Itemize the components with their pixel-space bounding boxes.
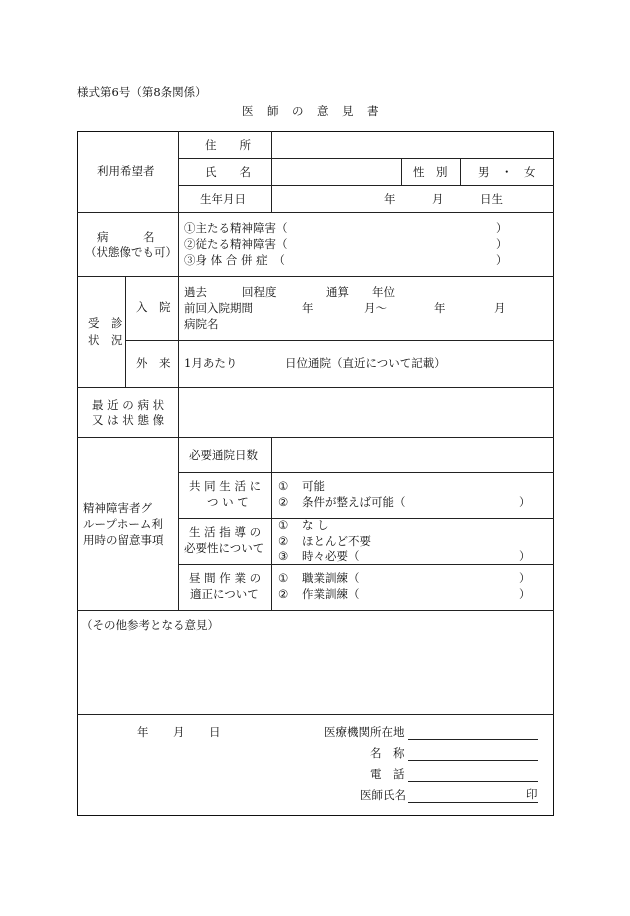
institution-name-label: 名 称 xyxy=(370,746,405,760)
daytime-opt2-number: ② xyxy=(278,587,289,601)
disease-label: 病 名 xyxy=(97,230,155,244)
outpatient-days: 日位通院（直近について記載） xyxy=(285,356,446,370)
guidance-opt2-number: ② xyxy=(278,534,289,548)
disease-item-secondary[interactable]: ②従たる精神障害（ xyxy=(184,237,288,251)
inpatient-years: 年位 xyxy=(372,285,395,299)
guidance-close: ） xyxy=(519,549,531,563)
document-title: 医 師 の 意 見 書 xyxy=(242,104,380,118)
inpatient-year-from: 年 xyxy=(302,301,314,315)
doctor-name-label: 医師氏名 xyxy=(360,788,406,802)
required-days-field[interactable] xyxy=(272,438,553,471)
inpatient-total: 通算 xyxy=(326,285,349,299)
guidance-opt1-number: ① xyxy=(278,518,289,532)
visit-label-2: 状 況 xyxy=(88,333,123,347)
phone-line[interactable] xyxy=(408,781,538,782)
guidance-label-2: 必要性について xyxy=(184,541,265,555)
gender-label: 性 別 xyxy=(413,165,448,179)
rule xyxy=(125,276,126,387)
date-day: 日 xyxy=(209,725,221,739)
name-label: 氏 名 xyxy=(205,165,251,179)
inpatient-month-to: 月 xyxy=(494,301,506,315)
inpatient-times: 回程度 xyxy=(242,285,277,299)
outpatient-label: 外 来 xyxy=(136,356,171,370)
group-living-close: ） xyxy=(519,495,531,509)
rule xyxy=(178,472,554,473)
rule xyxy=(401,158,402,185)
guidance-label: 生 活 指 導 の xyxy=(189,525,262,539)
disease-item-physical-close: ） xyxy=(496,253,508,267)
institution-address-line[interactable] xyxy=(408,739,538,740)
group-living-label: 共 同 生 活 に xyxy=(189,479,262,493)
seal-mark: 印 xyxy=(526,787,538,801)
other-remarks-label: （その他参考となる意見） xyxy=(81,618,219,632)
notes-label-2: ループホーム利 xyxy=(83,517,163,531)
group-living-label-2: つ い て xyxy=(207,495,249,509)
group-living-opt1-number: ① xyxy=(278,479,289,493)
rule xyxy=(125,340,554,341)
inpatient-year-to: 年 xyxy=(434,301,446,315)
guidance-opt2[interactable]: ほとんど不要 xyxy=(302,534,371,548)
rule xyxy=(178,276,179,387)
phone-label: 電 話 xyxy=(370,767,405,781)
disease-item-physical[interactable]: ③身 体 合 併 症 （ xyxy=(184,253,285,267)
institution-address-label: 医療機関所在地 xyxy=(324,725,405,739)
rule xyxy=(178,564,554,565)
disease-item-primary[interactable]: ①主たる精神障害（ xyxy=(184,221,288,235)
hospital-name-label: 病院名 xyxy=(184,317,219,331)
group-living-opt2-number: ② xyxy=(278,495,289,509)
institution-name-line[interactable] xyxy=(408,760,538,761)
recent-condition-field[interactable] xyxy=(179,388,553,436)
daytime-opt1-number: ① xyxy=(278,571,289,585)
form-number: 様式第6号（第8条関係） xyxy=(77,85,207,99)
birth-year: 年 xyxy=(384,192,396,206)
group-living-opt2[interactable]: 条件が整えば可能（ xyxy=(302,495,406,509)
birth-month: 月 xyxy=(432,192,444,206)
rule xyxy=(178,131,179,276)
rule xyxy=(460,158,461,185)
address-label: 住 所 xyxy=(205,138,251,152)
group-living-opt1[interactable]: 可能 xyxy=(302,479,325,493)
date-year: 年 xyxy=(137,725,149,739)
daytime-opt2[interactable]: 作業訓練（ xyxy=(302,587,360,601)
daytime-opt1-close: ） xyxy=(519,571,531,585)
rule xyxy=(77,276,554,277)
daytime-opt1[interactable]: 職業訓練（ xyxy=(302,571,360,585)
recent-condition-label-2: 又 は 状 態 像 xyxy=(92,413,165,427)
birth-label: 生年月日 xyxy=(200,192,246,206)
recent-condition-label: 最 近 の 病 状 xyxy=(92,398,165,412)
inpatient-month-from: 月～ xyxy=(364,301,387,315)
rule xyxy=(77,714,554,715)
outpatient-per-month: 1月あたり xyxy=(184,356,238,370)
date-month: 月 xyxy=(173,725,185,739)
guidance-opt3[interactable]: 時々必要（ xyxy=(302,549,360,563)
guidance-opt1[interactable]: な し xyxy=(302,518,329,532)
disease-item-primary-close: ） xyxy=(496,221,508,235)
rule xyxy=(178,518,554,519)
notes-label: 精神障害者グ xyxy=(83,501,152,515)
inpatient-label: 入 院 xyxy=(136,300,171,314)
visit-label: 受 診 xyxy=(88,316,123,330)
rule xyxy=(178,185,554,186)
inpatient-period-label: 前回入院期間 xyxy=(184,301,253,315)
disease-item-secondary-close: ） xyxy=(496,237,508,251)
gender-options[interactable]: 男 ・ 女 xyxy=(478,165,536,179)
daytime-work-label-2: 適正について xyxy=(190,587,259,601)
rule xyxy=(178,437,179,610)
doctor-name-line[interactable] xyxy=(408,802,538,803)
address-field[interactable] xyxy=(272,132,553,157)
rule xyxy=(77,610,554,611)
inpatient-past: 過去 xyxy=(184,285,207,299)
applicant-label: 利用希望者 xyxy=(97,164,155,178)
guidance-opt3-number: ③ xyxy=(278,549,289,563)
disease-label-note: （状態像でも可） xyxy=(85,245,177,259)
daytime-opt2-close: ） xyxy=(519,587,531,601)
rule xyxy=(77,212,554,213)
required-days-label: 必要通院日数 xyxy=(189,448,258,462)
other-remarks-field[interactable] xyxy=(78,636,553,713)
daytime-work-label: 昼 間 作 業 の xyxy=(189,571,262,585)
notes-label-3: 用時の留意事項 xyxy=(83,533,164,547)
birth-day: 日生 xyxy=(480,192,503,206)
name-field[interactable] xyxy=(272,159,400,184)
